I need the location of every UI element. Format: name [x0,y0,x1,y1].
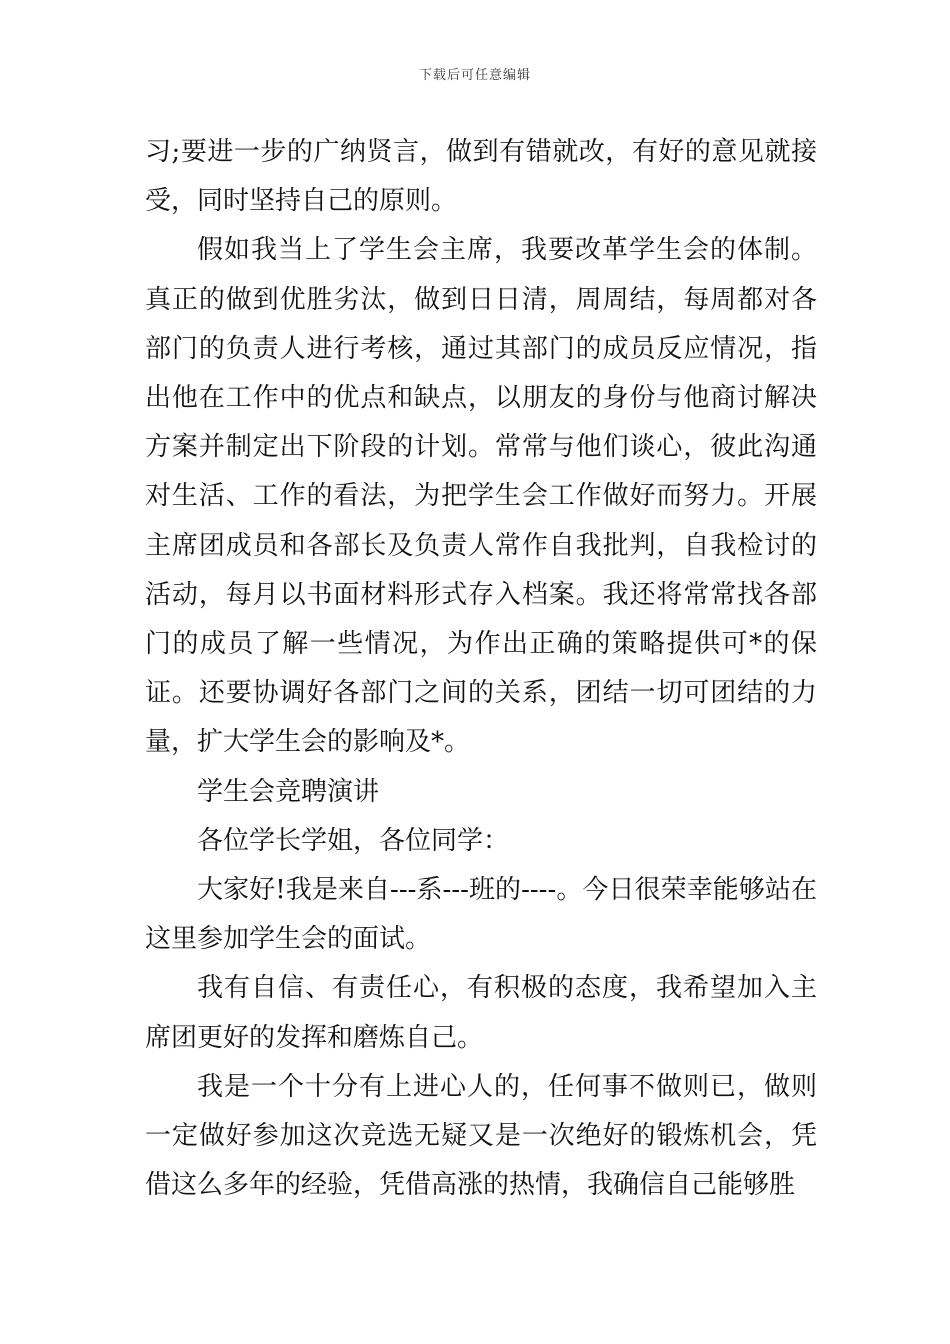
page-header: 下载后可任意编辑 [418,68,531,83]
document-body [145,128,817,1210]
salutation: 各位学长学姐，各位同学： [197,825,510,856]
paragraph-motivation: 我是一个十分有上进心人的，任何事不做则已，做则一定做好参加这次竞选无疑又是一次绝好的锻炼机会，凭借这么多年的经验，凭借高涨的热情，我确信自己能够胜 [145,1071,817,1201]
paragraph-confidence: 我有自信、有责任心，有积极的态度，我希望加入主席团更好的发挥和磨炼自己。 [145,973,817,1053]
section-title: 学生会竞聘演讲 [197,776,380,807]
paragraph-2: 假如我当上了学生会主席，我要改革学生会的体制。真正的做到优胜劣汰，做到日日清，周周结，每周都对各部门的负责人进行考核，通过其部门的成员反应情况，指出他在工作中的优点和缺点，以朋友的身份与他商讨解决方案并制定出下阶段的计划。常常与他们谈心，彼此沟通对生活、工作的看法，为把学生会工作做好而努力。开展主席团成员和各部长及负责人常作自我批判，自我检讨的活动，每月以书面材料形式存入档案。我还将常常找各部门的成员了解一些情况，为作出正确的策略提供可*的保证。还要协调好各部门之间的关系，团结一切可团结的力量，扩大学生会的影响及*。 [145,235,817,758]
paragraph-greeting: 大家好!我是来自---系---班的----。今日很荣幸能够站在这里参加学生会的面试。 [145,875,817,955]
paragraph-1: 习;要进一步的广纳贤言，做到有错就改，有好的意见就接受，同时坚持自己的原则。 [145,137,817,217]
